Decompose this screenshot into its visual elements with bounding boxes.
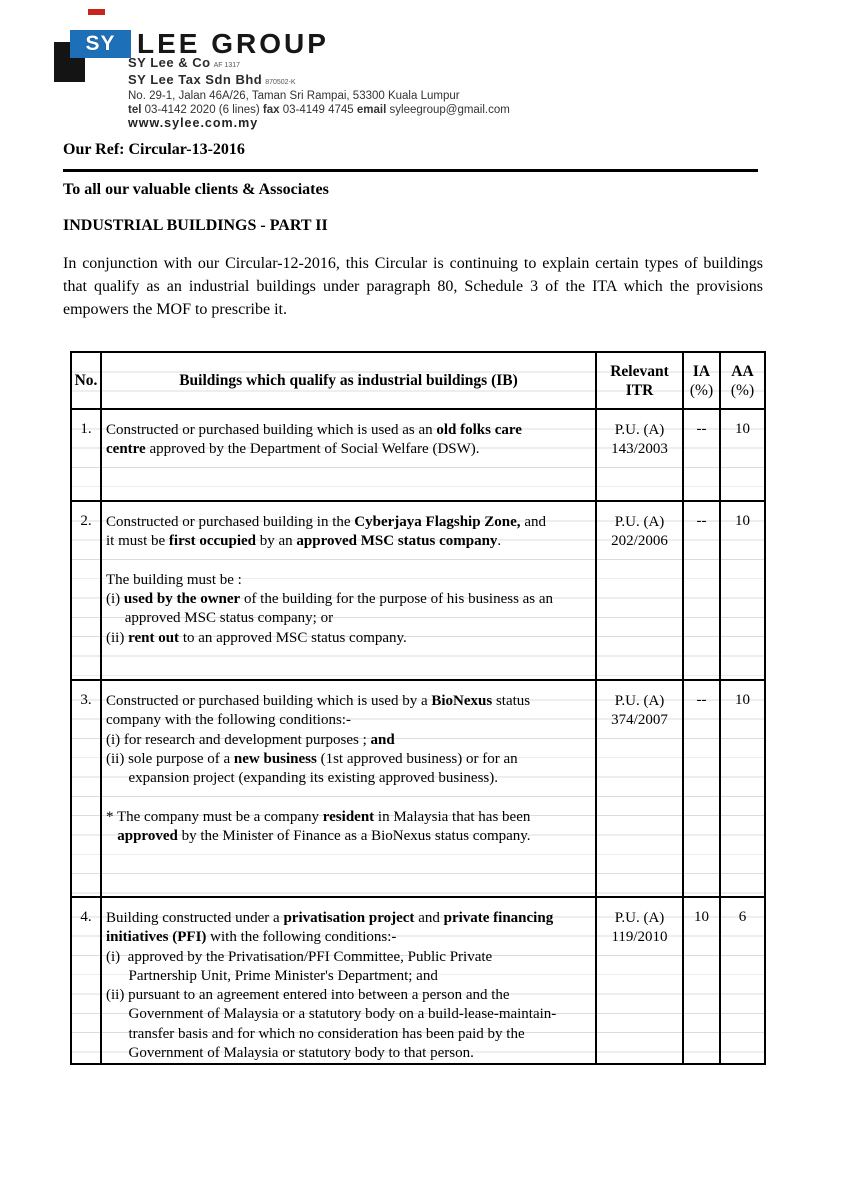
row-aa-value: 10 (720, 501, 765, 680)
red-mark-decoration (88, 9, 105, 15)
row-aa-value: 10 (720, 409, 765, 501)
description-line: approved MSC status company; or (106, 610, 334, 627)
row-relevant-itr (596, 409, 683, 501)
itr-line: P.U. (A) (614, 693, 665, 709)
table-row (71, 897, 765, 1064)
description-line: centre approved by the Department of Social Welfare (DSW). (106, 441, 480, 458)
letterhead-details (128, 56, 510, 131)
description-line: Constructed or purchased building in the Cyberjaya Flagship Zone, and (106, 514, 546, 530)
description-line: (ii) sole purpose of a new business (1st approved business) or for an (106, 750, 518, 767)
reference-line: Our Ref: Circular-13-2016 (63, 141, 245, 158)
letterhead-address: No. 29-1, Jalan 46A/26, Taman Sri Rampai, 53300 Kuala Lumpur (128, 90, 460, 102)
header-description: Buildings which qualify as industrial buildings (IB) (101, 352, 596, 409)
itr-line: P.U. (A) (614, 514, 665, 530)
table-row (71, 680, 765, 897)
description-line: it must be first occupied by an approved MSC status company. (106, 533, 502, 550)
table-row (71, 409, 765, 501)
description-line: (i) approved by the Privatisation/PFI Committee, Public Private (106, 948, 493, 965)
itr-line: 202/2006 (611, 533, 668, 550)
description-line (106, 552, 592, 571)
horizontal-rule (63, 169, 758, 172)
intro-paragraph: In conjunction with our Circular-12-2016, this Circular is continuing to explain certain types of buildings that qualify as an industrial buildings under paragraph 80, Schedule 3 of the ITA which the provisions empowers the MOF to prescribe it. (63, 255, 763, 318)
description-line: expansion project (expanding its existing approved business). (106, 770, 499, 787)
header-ia-percent: (%) (689, 381, 714, 399)
row-description (101, 501, 596, 680)
description-line: Partnership Unit, Prime Minister's Department; and (106, 967, 438, 984)
description-line: The building must be : (106, 571, 242, 588)
description-line: (i) for research and development purposes ; and (106, 731, 395, 748)
logo-sy-badge (70, 30, 131, 58)
row-number: 4. (71, 897, 101, 1064)
firm-line-2 (128, 73, 510, 90)
firm-line-1 (128, 56, 510, 73)
logo-group-text: LEE GROUP (137, 28, 329, 59)
description-line: company with the following conditions:- (106, 712, 351, 729)
header-aa-label: AA (731, 362, 754, 380)
description-line: Constructed or purchased building which is used as an old folks care (106, 422, 522, 438)
row-description (101, 409, 596, 501)
row-aa-value: 10 (720, 680, 765, 897)
salutation-line: To all our valuable clients & Associates (63, 181, 329, 198)
row-aa-value: 6 (720, 897, 765, 1064)
row-description (101, 680, 596, 897)
firm2-name: SY Lee Tax Sdn Bhd (128, 71, 263, 87)
itr-line: 374/2007 (611, 712, 668, 729)
row-ia-value: -- (683, 409, 720, 501)
header-ia (683, 352, 720, 409)
description-line: (ii) pursuant to an agreement entered into between a person and the (106, 987, 510, 1004)
letterhead-website: www.sylee.com.my (128, 116, 259, 130)
row-number: 2. (71, 501, 101, 680)
row-ia-value: -- (683, 501, 720, 680)
description-line: Government of Malaysia or statutory body to that person. (106, 1045, 474, 1062)
description-line: (i) used by the owner of the building for the purpose of his business as an (106, 591, 554, 608)
subject-heading: INDUSTRIAL BUILDINGS - PART II (63, 217, 328, 234)
row-description (101, 897, 596, 1064)
description-line: (ii) rent out to an approved MSC status company. (106, 629, 407, 646)
buildings-table (70, 351, 766, 1065)
header-relevant-itr (596, 352, 683, 409)
itr-line: P.U. (A) (614, 910, 665, 926)
itr-line: 119/2010 (611, 929, 668, 946)
header-aa-percent: (%) (730, 381, 755, 399)
header-itr: ITR (625, 381, 654, 399)
row-number: 3. (71, 680, 101, 897)
itr-line: 143/2003 (611, 441, 668, 458)
firm1-registration: AF 1317 (213, 62, 241, 69)
description-line: Government of Malaysia or a statutory body on a build-lease-maintain- (106, 1006, 557, 1023)
table-header-row (71, 352, 765, 409)
header-no: No. (71, 352, 101, 409)
firm1-name: SY Lee & Co (128, 55, 211, 70)
row-relevant-itr (596, 501, 683, 680)
description-line: transfer basis and for which no consideration has been paid by the (106, 1025, 525, 1042)
row-number: 1. (71, 409, 101, 501)
logo-sy-text: SY (85, 32, 116, 55)
firm2-registration: 870502-K (265, 78, 296, 86)
description-line: initiatives (PFI) with the following conditions:- (106, 929, 397, 946)
description-line (106, 788, 592, 807)
row-relevant-itr (596, 680, 683, 897)
description-line: Constructed or purchased building which is used by a BioNexus status (106, 693, 531, 709)
table-row (71, 501, 765, 680)
description-line: * The company must be a company resident in Malaysia that has been (106, 808, 531, 825)
row-relevant-itr (596, 897, 683, 1064)
row-ia-value: 10 (683, 897, 720, 1064)
header-ia-label: IA (692, 362, 711, 380)
header-aa (720, 352, 765, 409)
header-relevant: Relevant (610, 362, 669, 380)
buildings-table-wrapper (70, 351, 766, 1065)
description-line: Building constructed under a privatisation project and private financing (106, 910, 554, 926)
row-ia-value: -- (683, 680, 720, 897)
description-line: approved by the Minister of Finance as a BioNexus status company. (117, 828, 531, 845)
itr-line: P.U. (A) (614, 422, 665, 438)
letterhead-contact: tel 03-4142 2020 (6 lines) fax 03-4149 4745 email syleegroup@gmail.com (128, 103, 510, 116)
